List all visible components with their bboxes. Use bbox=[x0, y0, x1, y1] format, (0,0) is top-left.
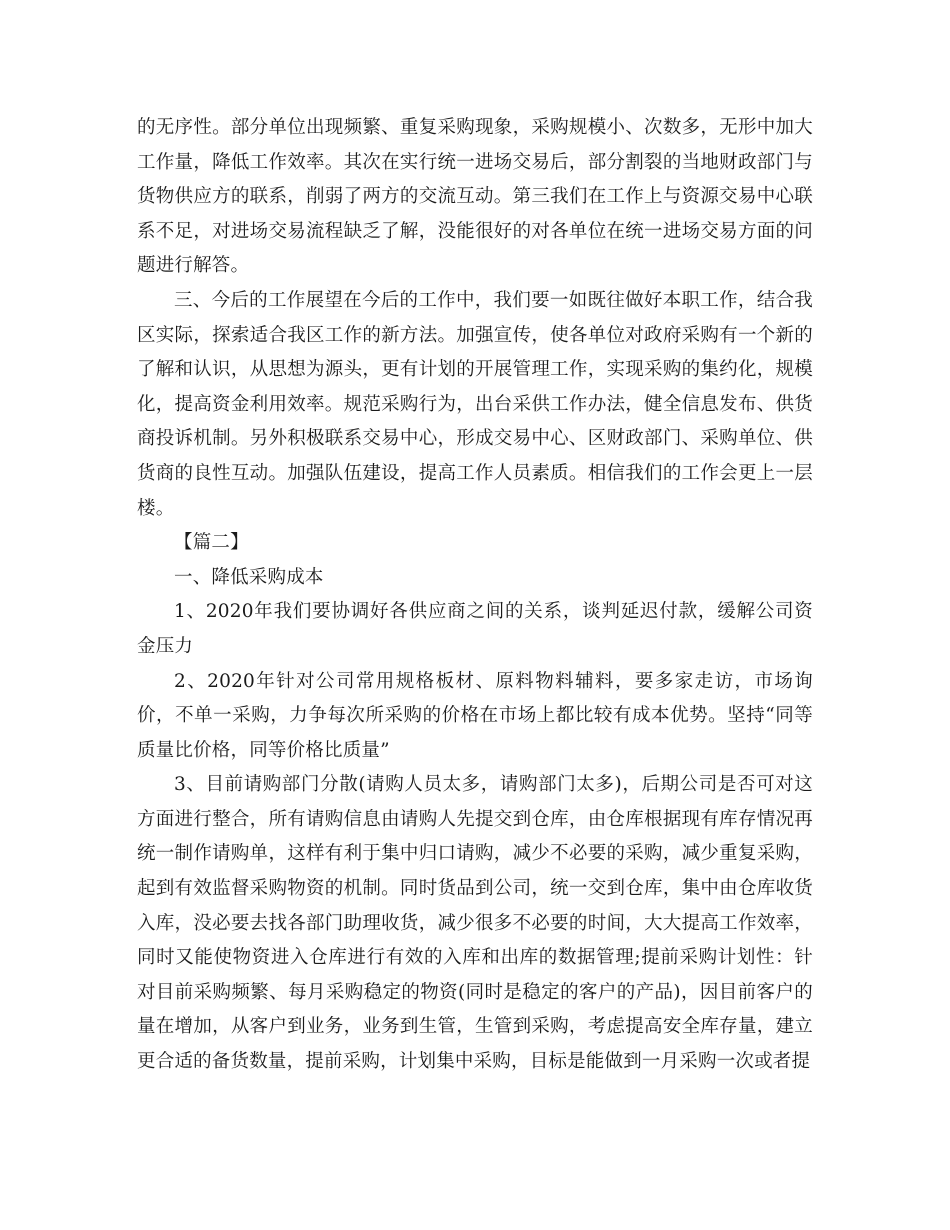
list-item-3: 3、目前请购部门分散(请购人员太多，请购部门太多)，后期公司是否可对这方面进行整合，所有请购信息由请购人先提交到仓库，由仓库根据现有库存情况再统一制作请购单，这样有利于集中归口请购，减少不必要的采购，减少重复采购，起到有效监督采购物资的机制。同时货品到公司，统一交到仓库，集中由仓库收货入库，没必要去找各部门助理收货，减少很多不必要的时间，大大提高工作效率，同时又能使物资进入仓库进行有效的入库和出库的数据管理;提前采购计划性：针对目前采购频繁、每月采购稳定的物资(同时是稳定的客户的产品)，因目前客户的量在增加，从客户到业务，业务到生管，生管到采购，考虑提高安全库存量，建立更合适的备货数量，提前采购，计划集中采购，目标是能做到一月采购一次或者提 bbox=[137, 774, 813, 1073]
section-heading-part-two: 【篇二】 bbox=[174, 532, 249, 554]
list-item-1: 1、2020年我们要协调好各供应商之间的关系，谈判延迟付款，缓解公司资金压力 bbox=[137, 601, 813, 657]
document-body bbox=[137, 111, 813, 1080]
paragraph-continuation: 的无序性。部分单位出现频繁、重复采购现象，采购规模小、次数多，无形中加大工作量，降低工作效率。其次在实行统一进场交易后，部分割裂的当地财政部门与货物供应方的联系，削弱了两方的交流互动。第三我们在工作上与资源交易中心联系不足，对进场交易流程缺乏了解，没能很好的对各单位在统一进场交易方面的问题进行解答。 bbox=[137, 117, 813, 277]
paragraph-outlook: 三、今后的工作展望在今后的工作中，我们要一如既往做好本职工作，结合我区实际，探索适合我区工作的新方法。加强宣传，使各单位对政府采购有一个新的了解和认识，从思想为源头，更有计划的开展管理工作，实现采购的集约化，规模化，提高资金利用效率。规范采购行为，出台采供工作办法，健全信息发布、供货商投诉机制。另外积极联系交易中心，形成交易中心、区财政部门、采购单位、供货商的良性互动。加强队伍建设，提高工作人员素质。相信我们的工作会更上一层楼。 bbox=[137, 289, 813, 519]
list-item-2: 2、2020年针对公司常用规格板材、原料物料辅料，要多家走访，市场询价，不单一采购，力争每次所采购的价格在市场上都比较有成本优势。坚持“同等质量比价格，同等价格比质量” bbox=[137, 670, 813, 761]
subheading-reduce-cost: 一、降低采购成本 bbox=[174, 566, 324, 588]
